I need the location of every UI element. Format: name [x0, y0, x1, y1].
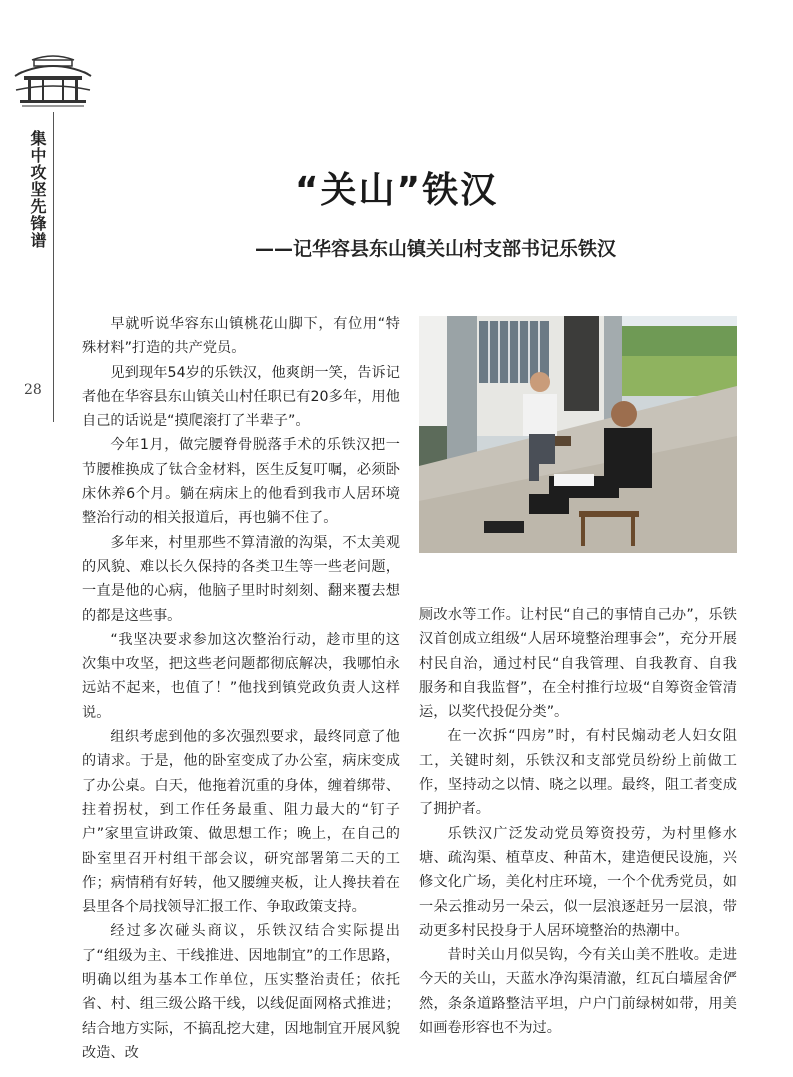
paragraph: 今年1月，做完腰脊骨脱落手术的乐铁汉把一节腰椎换成了钛合金材料，医生反复叮嘱，必须卧床休养6个月。躺在病床上的他看到我市人居环境整治行动的相关报道后，再也躺不住了。: [82, 437, 400, 527]
paragraph: 早就听说华容东山镇桃花山脚下，有位用“特殊材料”打造的共产党员。: [82, 316, 400, 357]
paragraph: 昔时关山月似吴钩，今有关山美不胜收。走进今天的关山，天蓝水净沟渠清澈，红瓦白墙屋舍俨然，条条道路整洁平坦，户户门前绿树如带，用美如画卷形容也不为过。: [419, 947, 737, 1037]
margin-rule: [53, 112, 54, 422]
paragraph: 乐铁汉广泛发动党员筹资投劳，为村里修水塘、疏沟渠、植草皮、种苗木，建造便民设施，兴修文化广场，美化村庄环境，一个个优秀党员，如一朵云推动另一朵云，似一层浪逐赶另一层浪，带动更多村民投身于人居环境整治的热潮中。: [419, 825, 737, 939]
paragraph: 经过多次碰头商议，乐铁汉结合实际提出了“组级为主、干线推进、因地制宜”的工作思路，明确以组为基本工作单位，压实整治责任；依托省、村、组三级公路干线，以线促面网格式推进；结合地方实际，不搞乱挖大建，因地制宜开展风貌改造、改: [82, 923, 400, 1061]
section-label: 集中攻坚先锋谱: [28, 130, 47, 249]
page-number: 28: [24, 382, 42, 398]
article-subtitle: ——记华容县东山镇关山村支部书记乐铁汉: [255, 238, 617, 260]
paragraph: “我坚决要求参加这次整治行动，趁市里的这次集中攻坚，把这些老问题都彻底解决，我哪怕永远站不起来，也值了！”他找到镇党政负责人这样说。: [82, 631, 400, 721]
paragraph: 组织考虑到他的多次强烈要求，最终同意了他的请求。于是，他的卧室变成了办公室，病床变成了办公桌。白天，他拖着沉重的身体，缠着绑带、拄着拐杖，到工作任务最重、阻力最大的“钉子户”家里宣讲政策、做思想工作；晚上，在自己的卧室里召开村组干部会议，研究部署第二天的工作；病情稍有好转，他又腰缠夹板，让人搀扶着在县里各个局找领导汇报工作、争取政策支持。: [82, 729, 400, 916]
article-title: “关山”铁汉: [294, 170, 499, 211]
paragraph: 见到现年54岁的乐铁汉，他爽朗一笑，告诉记者他在华容县东山镇关山村任职已有20多年，用他自己的话说是“摸爬滚打了半辈子”。: [82, 364, 400, 430]
paragraph: 多年来，村里那些不算清澈的沟渠，不太美观的风貌、难以长久保持的各类卫生等一些老问题，一直是他的心病，他脑子里时时刻刻、翻来覆去想的都是这些事。: [82, 534, 400, 624]
right-column: [419, 603, 737, 1040]
paragraph: 厕改水等工作。让村民“自己的事情自己办”，乐铁汉首创成立组级“人居环境整治理事会”，充分开展村民自治，通过村民“自我管理、自我教育、自我服务和自我监督”，在全村推行垃圾“自筹资金管清运，以奖代投促分类”。: [419, 607, 737, 721]
left-column: [82, 312, 400, 1065]
pavilion-icon: [12, 52, 94, 114]
paragraph: 在一次拆“四房”时，有村民煽动老人妇女阻工，关键时刻，乐铁汉和支部党员纷纷上前做工作，坚持动之以情、晓之以理。最终，阻工者变成了拥护者。: [419, 728, 737, 818]
interview-photo: [419, 316, 737, 553]
